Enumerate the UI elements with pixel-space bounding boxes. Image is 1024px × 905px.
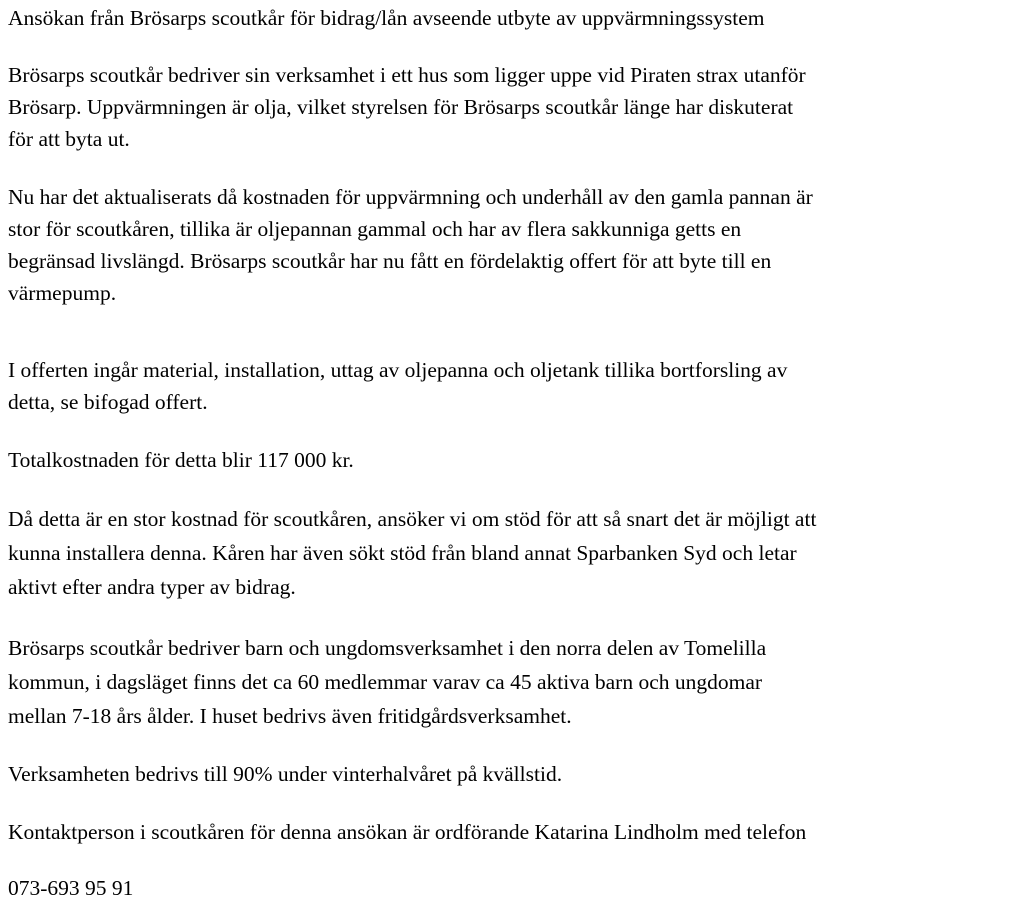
paragraph-7-line-1: Verksamheten bedrivs till 90% under vinterhalvåret på kvällstid. — [8, 762, 563, 786]
paragraph-5-line-1: Då detta är en stor kostnad för scoutkåren, ansöker vi om stöd för att så snart det är möjligt att — [8, 507, 817, 531]
paragraph-3-line-2: detta, se bifogad offert. — [8, 390, 208, 414]
paragraph-6-line-3: mellan 7-18 års ålder. I huset bedrivs även fritidgårdsverksamhet. — [8, 704, 572, 728]
paragraph-2-line-4: värmepump. — [8, 281, 117, 305]
contact-phone-number: 073-693 95 91 — [8, 876, 134, 900]
paragraph-6-line-2: kommun, i dagsläget finns det ca 60 medlemmar varav ca 45 aktiva barn och ungdomar — [8, 670, 763, 694]
paragraph-5-line-3: aktivt efter andra typer av bidrag. — [8, 575, 296, 599]
paragraph-6-line-1: Brösarps scoutkår bedriver barn och ungdomsverksamhet i den norra delen av Tomelilla — [8, 636, 767, 660]
paragraph-2-line-2: stor för scoutkåren, tillika är oljepannan gammal och har av flera sakkunniga getts en — [8, 217, 742, 241]
paragraph-1-line-3: för att byta ut. — [8, 127, 130, 151]
paragraph-1-line-2: Brösarp. Uppvärmningen är olja, vilket styrelsen för Brösarps scoutkår länge har diskuterat — [8, 95, 794, 119]
paragraph-5-line-2: kunna installera denna. Kåren har även sökt stöd från bland annat Sparbanken Syd och letar — [8, 541, 797, 565]
paragraph-1-line-1: Brösarps scoutkår bedriver sin verksamhet i ett hus som ligger uppe vid Piraten strax utanför — [8, 63, 806, 87]
paragraph-2-line-3: begränsad livslängd. Brösarps scoutkår har nu fått en fördelaktig offert för att byte till en — [8, 249, 772, 273]
paragraph-3-line-1: I offerten ingår material, installation, uttag av oljepanna och oljetank tillika bortforsling av — [8, 358, 788, 382]
document-heading: Ansökan från Brösarps scoutkår för bidrag/lån avseende utbyte av uppvärmningssystem — [8, 6, 765, 30]
total-cost-line: Totalkostnaden för detta blir 117 000 kr. — [8, 448, 354, 472]
paragraph-2-line-1: Nu har det aktualiserats då kostnaden för uppvärmning och underhåll av den gamla pannan är — [8, 185, 813, 209]
contact-person-line: Kontaktperson i scoutkåren för denna ansökan är ordförande Katarina Lindholm med telefon — [8, 820, 807, 844]
